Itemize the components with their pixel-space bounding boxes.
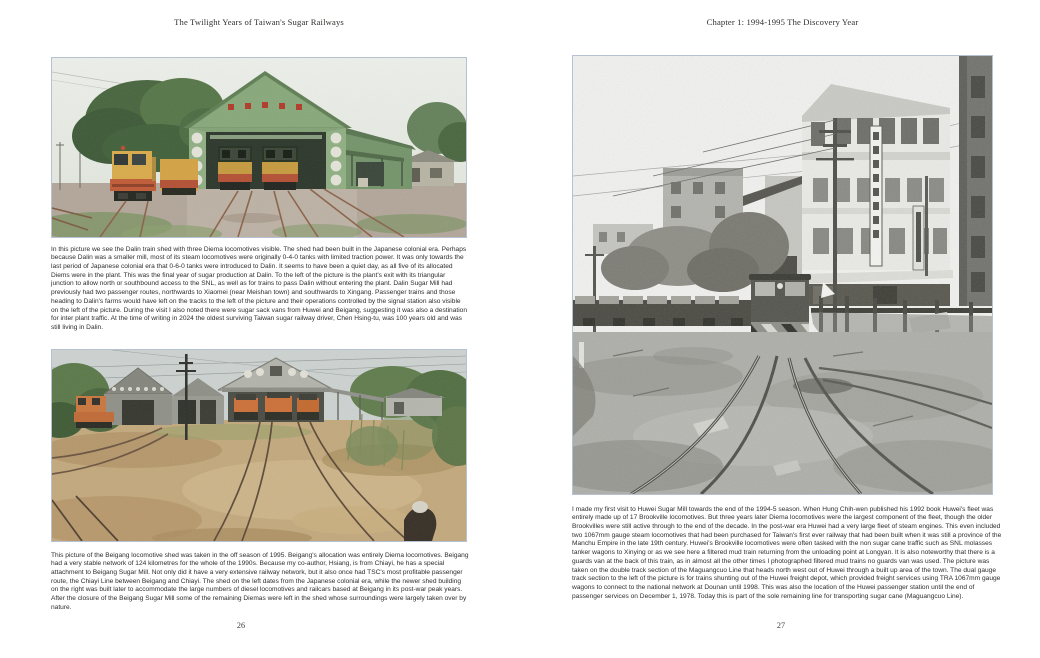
dalin-caption: In this picture we see the Dalin train shed with three Diema locomotives visible. The shed had been built in the Japanese colonial era. Perhaps because Dalin was a smaller mill, most of its steam locomotives were originally 0-4-0 tanks with limited traction power. It was only towards the last period of Japanese colonial era that 0-6-0 tanks were introduced to Dalin. It seems to have been a quiet day, as all five of its allocated Diems were in the plant. This was the final year of sugar production at Dalin. To the left of the picture is the plant's exit with its triangular junction to allow north or southbound access to the SNL, as well as for trains to pass Dalin without entering the plant. Dalin Sugar Mill had previously had two passenger routes, northwards to Xiaomei (near Meishan town) and southwards to Xingang. Passenger trains and those heading to Dalin's farms would have left on the tracks to the left of the picture and their operations controlled by the signal station also visible on the left of the picture. During the visit I also noted there were sugar sack vans from Huwei and Beigang, suggesting it was also a destination for inter plant traffic. At the time of writing in 2024 the oldest surviving Taiwan sugar railway driver, Chen Hsing-tu, was 100 years old and was still living in Dalin. [51, 245, 468, 331]
huwei-street-illustration [572, 55, 993, 495]
beigang-shed-photo [51, 349, 467, 542]
huwei-caption: I made my first visit to Huwei Sugar Mill towards the end of the 1994-5 season. When Hung Chih-wen published his 1992 book Huwei's fleet was entirely made up of 17 Brookville locomotives. But three years later Diema locomotives were the largest component of the fleet, though the older Brookvilles were still active through to the end of the decade. In the post-war era Huwei had a very large fleet of steam engines. This even included two 1067mm gauge steam locomotives that had been purchased for Taiwan's first ever railway that had been built when it was still a province of the Manchu Empire in the late 19th century. Huwei's Brookville locomotives were often tasked with the non sugar cane traffic such as SNL molasses tanker wagons to Xinying or as we see here a filtered mud train returning from the unloading point at Longyan. It is also noteworthy that there is a guards van at the back of this train, as in almost all the other times I photographed filtered mud trains no guards van was used. The picture was taken on the double track section of the Maguangcuo Line that heads north west out of Huwei through a built up area of the town. The dual gauge track section to the left of the picture is for trains shunting out of the Huwei freight depot, which provided freight services using TRA 1067mm gauge wagons to connect to the national network at Dounan until 1998. This was also the location of the Huwei passenger station until the end of passenger services on December 1, 1978. Today this is part of the sole remaining line for transporting sugar cane (Maguangcuo Line). [572, 505, 1002, 600]
left-running-header: The Twilight Years of Taiwan's Sugar Railways [174, 17, 344, 27]
right-running-header: Chapter 1: 1994-1995 The Discovery Year [706, 17, 859, 27]
dalin-shed-photo [51, 57, 467, 238]
page-number-left: 26 [236, 621, 246, 630]
page-number-right: 27 [776, 621, 786, 630]
huwei-street-photo [572, 55, 993, 495]
beigang-shed-illustration [51, 349, 467, 542]
dalin-shed-illustration [51, 57, 467, 238]
beigang-caption: This picture of the Beigang locomotive shed was taken in the off season of 1995. Beigang's allocation was entirely Diema locomotives. Beigang had a very stable network of 124 kilometres for the whole of the 1990s. Because my co-author, Hsiang, is from Chiayi, he has a special attachment to Beigang Sugar Mill. Not only did it have a very extensive railway network, but it also once had TSC's most profitable passenger route, the Chiayi Line between Beigang and Chiayi. The shed on the left dates from the Japanese colonial era, while the newer shed building on the right was built later to accommodate the large numbers of diesel locomotives and railcars based at Beigang in its post-war peak years. After the closure of the Beigang Sugar Mill some of the remaining Diemas were left in the shed whose surroundings were largely taken over by nature. [51, 551, 469, 611]
